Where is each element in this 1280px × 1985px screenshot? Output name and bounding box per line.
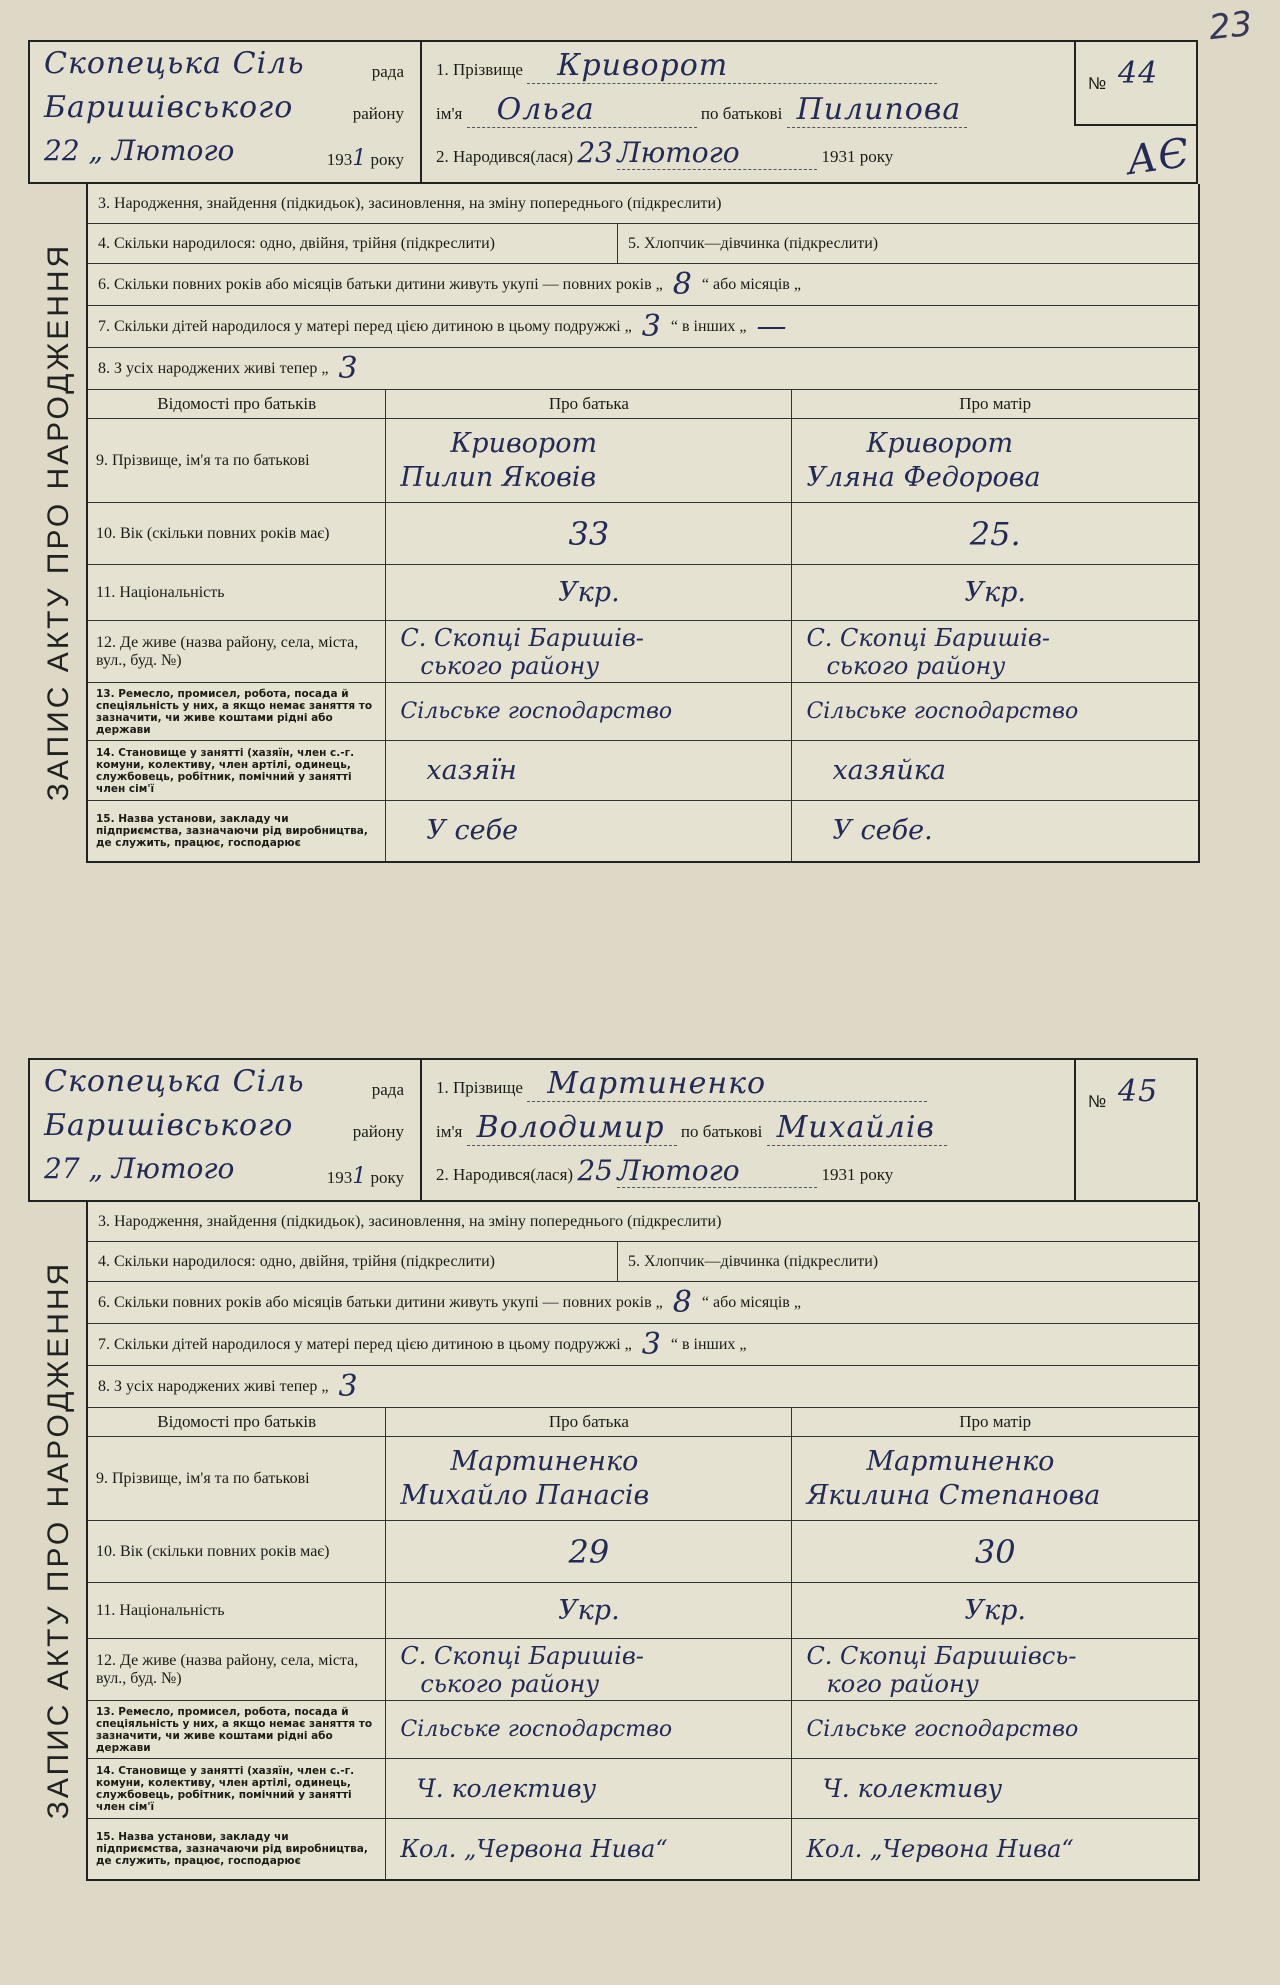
father-status: хазяїн: [386, 741, 792, 801]
record-body: [42, 184, 1200, 863]
r14-label: 14. Становище у занятті (хазяїн, член с.-г. комуни, колективу, член артілі, одинець, службовець, робітник, помічний у занятті член сім'ї: [88, 741, 386, 801]
r11-label: 11. Національність: [88, 565, 386, 621]
vertical-title: ЗАПИС АКТУ ПРО НАРОДЖЕННЯ: [42, 1261, 75, 1820]
father-residence: С. Скопці Баришів- ського району: [386, 1639, 792, 1701]
q4-cell: 4. Скільки народилося: одно, двійня, трійня (підкреслити): [88, 224, 618, 263]
surname-label: 1. Прізвище: [436, 1078, 523, 1097]
record-number-box: [1074, 1060, 1196, 1200]
mother-nationality: Укр.: [792, 1583, 1198, 1639]
q6-row: 6. Скільки повних років або місяців батьки дитини живуть укупі — повних років „ 8 “ або місяців „: [88, 264, 1198, 306]
mother-residence: С. Скопці Баришів- ського району: [792, 621, 1198, 683]
birth-month: Лютого: [617, 136, 817, 170]
name-label: ім'я: [436, 1122, 463, 1141]
q7-row: 7. Скільки дітей народилося у матері перед цією дитиною в цьому подружжі „ 3 “ в інших „: [88, 1324, 1198, 1366]
mother-residence: С. Скопці Баришівсь- кого району: [792, 1639, 1198, 1701]
registration-block: [30, 42, 422, 182]
years-together: 8: [672, 1285, 692, 1320]
mother-workplace: Кол. „Червона Нива“: [792, 1819, 1198, 1879]
r9-label: 9. Прізвище, ім'я та по батькові: [88, 419, 386, 503]
mother-header: Про матір: [959, 394, 1032, 413]
raion-label: району: [352, 1122, 404, 1141]
child-surname: Криворот: [527, 48, 937, 84]
mother-name: Криворот Уляна Федорова: [792, 419, 1198, 503]
r15-label: 15. Назва установи, закладу чи підприємства, зазначаючи рід виробництва, де служить, працює, господарює: [88, 801, 386, 861]
q3-row: 3. Народження, знайдення (підкидьок), засиновлення, на зміну попереднього (підкреслити): [88, 1202, 1198, 1242]
patronymic-label: по батькові: [680, 1122, 763, 1141]
father-nationality: Укр.: [386, 565, 792, 621]
number-sign: №: [1088, 74, 1107, 93]
born-label: 2. Народився(лася): [436, 1165, 574, 1184]
birth-year: 1931: [821, 147, 856, 166]
r12-label: 12. Де живе (назва району, села, міста, вул., буд. №): [88, 621, 386, 683]
father-occupation: Сільське господарство: [386, 683, 792, 741]
mother-occupation: Сільське господарство: [792, 1701, 1198, 1759]
children-before: 3: [641, 309, 661, 344]
q6-row: 6. Скільки повних років або місяців батьки дитини живуть укупі — повних років „ 8 “ або місяців „: [88, 1282, 1198, 1324]
surname-label: 1. Прізвище: [436, 60, 523, 79]
council-name: Скопецька Сіль: [44, 1064, 305, 1099]
children-other: —: [756, 309, 787, 344]
r14-label: 14. Становище у занятті (хазяїн, член с.-г. комуни, колективу, член артілі, одинець, службовець, робітник, помічний у занятті член сім'ї: [88, 1759, 386, 1819]
r10-label: 10. Вік (скільки повних років має): [88, 1521, 386, 1583]
child-identity-block: [422, 42, 1102, 182]
registration-date: 27 „ Лютого: [44, 1152, 235, 1185]
birth-month: Лютого: [617, 1154, 817, 1188]
father-header: Про батька: [386, 1408, 792, 1437]
record-header: [28, 40, 1198, 184]
mother-header: Про матір: [959, 1412, 1032, 1431]
record-number: 45: [1118, 1074, 1159, 1109]
record-number: 44: [1118, 56, 1159, 91]
rada-label: рада: [371, 1080, 404, 1099]
record-header: [28, 1058, 1198, 1202]
mother-name: Мартиненко Якилина Степанова: [792, 1437, 1198, 1521]
mother-status: Ч. колективу: [792, 1759, 1198, 1819]
father-status: Ч. колективу: [386, 1759, 792, 1819]
q4-cell: 4. Скільки народилося: одно, двійня, трійня (підкреслити): [88, 1242, 618, 1281]
patronymic-label: по батькові: [700, 104, 783, 123]
page-number: 23: [1206, 3, 1254, 49]
years-together: 8: [672, 267, 692, 302]
parents-header: Відомості про батьків: [88, 390, 386, 419]
registration-date: 22 „ Лютого: [44, 134, 235, 167]
council-name: Скопецька Сіль: [44, 46, 305, 81]
q8-row: 8. З усіх народжених живі тепер „ 3: [88, 1366, 1198, 1408]
child-surname: Мартиненко: [527, 1066, 927, 1102]
child-identity-block: [422, 1060, 1102, 1200]
birth-day: 23: [577, 136, 613, 169]
name-label: ім'я: [436, 104, 463, 123]
child-patronymic: Пилипова: [787, 92, 967, 128]
registration-year-digit: 1: [352, 1164, 367, 1189]
q4-q5-row: [88, 224, 1198, 264]
mother-age: 25.: [792, 503, 1198, 565]
father-name: Мартиненко Михайло Панасів: [386, 1437, 792, 1521]
father-workplace: Кол. „Червона Нива“: [386, 1819, 792, 1879]
father-workplace: У себе: [386, 801, 792, 861]
mother-nationality: Укр.: [792, 565, 1198, 621]
mother-status: хазяйка: [792, 741, 1198, 801]
year-prefix: 193: [326, 1168, 353, 1187]
mother-age: 30: [792, 1521, 1198, 1583]
father-header: Про батька: [386, 390, 792, 419]
q8-row: 8. З усіх народжених живі тепер „ 3: [88, 348, 1198, 390]
birth-record-44: [28, 40, 1198, 863]
year-prefix: 193: [326, 150, 353, 169]
parents-table: [88, 390, 1198, 861]
birth-record-45: [28, 1058, 1198, 1881]
district-name: Баришівського: [44, 1108, 294, 1143]
number-sign: №: [1088, 1092, 1107, 1111]
father-name: Криворот Пилип Яковів: [386, 419, 792, 503]
q5-cell: 5. Хлопчик—дівчинка (підкреслити): [628, 234, 879, 252]
r13-label: 13. Ремесло, промисел, робота, посада й спеціяльність у них, а якщо немає заняття то зазначити, чи живе коштами рідні або держави: [88, 683, 386, 741]
q7-row: 7. Скільки дітей народилося у матері перед цією дитиною в цьому подружжі „ 3 “ в інших „ —: [88, 306, 1198, 348]
vertical-title: ЗАПИС АКТУ ПРО НАРОДЖЕННЯ: [42, 243, 75, 802]
parents-header: Відомості про батьків: [88, 1408, 386, 1437]
roku-label: року: [859, 147, 894, 166]
rada-label: рада: [371, 62, 404, 81]
r13-label: 13. Ремесло, промисел, робота, посада й спеціяльність у них, а якщо немає заняття то зазначити, чи живе коштами рідні або держави: [88, 1701, 386, 1759]
roku-label: року: [859, 1165, 894, 1184]
r10-label: 10. Вік (скільки повних років має): [88, 503, 386, 565]
registration-block: [30, 1060, 422, 1200]
child-name: Володимир: [467, 1110, 677, 1146]
father-age: 33: [386, 503, 792, 565]
q5-cell: 5. Хлопчик—дівчинка (підкреслити): [628, 1252, 879, 1270]
record-number-box: [1074, 42, 1196, 126]
mother-workplace: У себе.: [792, 801, 1198, 861]
father-age: 29: [386, 1521, 792, 1583]
r15-label: 15. Назва установи, закладу чи підприємства, зазначаючи рід виробництва, де служить, працює, господарює: [88, 1819, 386, 1879]
children-before: 3: [641, 1327, 661, 1362]
roku-label: року: [370, 150, 404, 169]
birth-day: 25: [577, 1154, 613, 1187]
raion-label: району: [352, 104, 404, 123]
child-name: Ольга: [467, 92, 697, 128]
birth-year: 1931: [821, 1165, 856, 1184]
r11-label: 11. Національність: [88, 1583, 386, 1639]
father-occupation: Сільське господарство: [386, 1701, 792, 1759]
roku-label: року: [370, 1168, 404, 1187]
q3-row: 3. Народження, знайдення (підкидьок), засиновлення, на зміну попереднього (підкреслити): [88, 184, 1198, 224]
district-name: Баришівського: [44, 90, 294, 125]
record-body: [42, 1202, 1200, 1881]
handwritten-mark: АЄ: [1124, 129, 1193, 185]
parents-table: [88, 1408, 1198, 1879]
r9-label: 9. Прізвище, ім'я та по батькові: [88, 1437, 386, 1521]
child-patronymic: Михайлів: [767, 1110, 947, 1146]
born-label: 2. Народився(лася): [436, 147, 574, 166]
q4-q5-row: [88, 1242, 1198, 1282]
father-residence: С. Скопці Баришів- ського району: [386, 621, 792, 683]
father-nationality: Укр.: [386, 1583, 792, 1639]
r12-label: 12. Де живе (назва району, села, міста, вул., буд. №): [88, 1639, 386, 1701]
alive-now: 3: [338, 1369, 358, 1404]
alive-now: 3: [338, 351, 358, 386]
mother-occupation: Сільське господарство: [792, 683, 1198, 741]
registration-year-digit: 1: [352, 146, 367, 171]
